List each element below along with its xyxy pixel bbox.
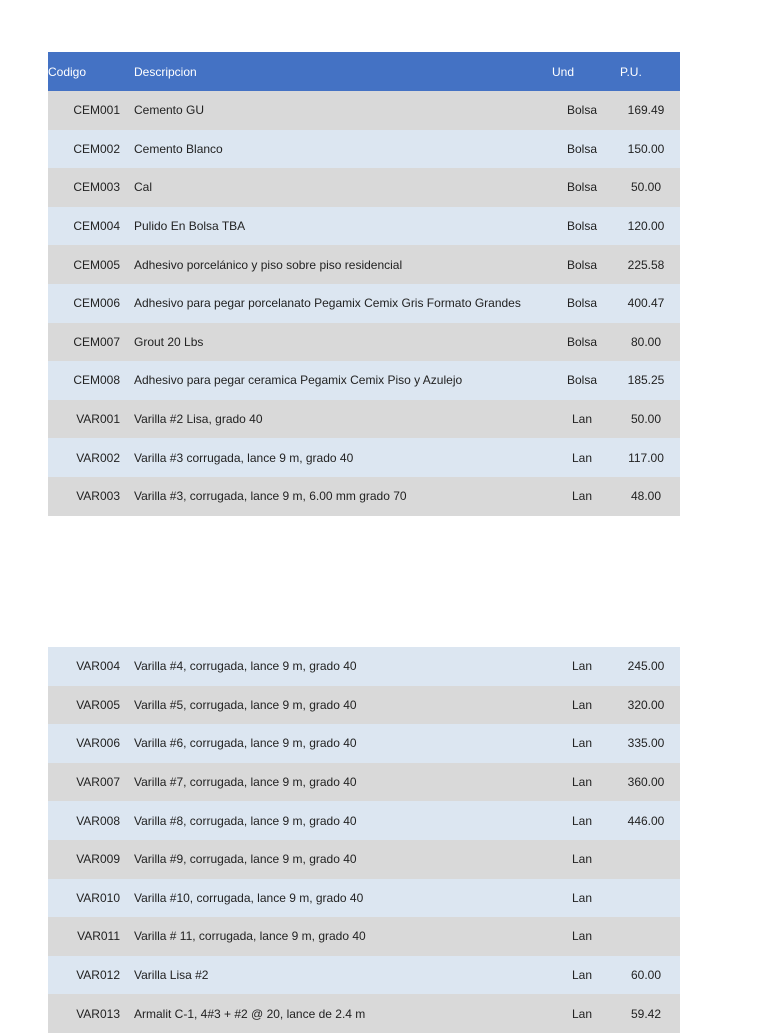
- unit-cell: Lan: [571, 968, 593, 983]
- code-cell: VAR006: [76, 736, 120, 751]
- unit-cell: Bolsa: [566, 296, 598, 311]
- description-cell: Varilla # 11, corrugada, lance 9 m, grado 40: [134, 929, 366, 944]
- code-cell: CEM001: [73, 103, 120, 118]
- price-cell: 150.00: [627, 141, 665, 156]
- table-row: [48, 956, 680, 995]
- price-cell: 360.00: [627, 775, 665, 790]
- code-cell: VAR010: [76, 890, 120, 905]
- description-cell: Varilla #4, corrugada, lance 9 m, grado 40: [134, 659, 357, 674]
- description-cell: Varilla #2 Lisa, grado 40: [134, 412, 263, 427]
- table-row: [48, 879, 680, 918]
- unit-cell: Bolsa: [566, 334, 598, 349]
- price-cell: 245.00: [627, 659, 665, 674]
- table-row: [48, 724, 680, 763]
- unit-cell: Lan: [571, 697, 593, 712]
- code-cell: VAR005: [76, 697, 120, 712]
- unit-cell: Lan: [571, 775, 593, 790]
- price-cell: 50.00: [630, 180, 662, 195]
- unit-cell: Bolsa: [566, 103, 598, 118]
- table-row: [48, 361, 680, 400]
- description-cell: Varilla #3, corrugada, lance 9 m, 6.00 mm grado 70: [134, 489, 407, 504]
- description-cell: Cemento Blanco: [134, 141, 223, 156]
- header-price: P.U.: [620, 64, 642, 79]
- code-cell: VAR003: [76, 489, 120, 504]
- price-cell: 80.00: [630, 334, 662, 349]
- code-cell: CEM003: [73, 180, 120, 195]
- table-row: [48, 207, 680, 246]
- code-cell: VAR012: [76, 968, 120, 983]
- price-cell: 169.49: [627, 103, 665, 118]
- description-cell: Adhesivo para pegar porcelanato Pegamix Cemix Gris Formato Grandes: [134, 296, 521, 311]
- table-row: [48, 477, 680, 516]
- description-cell: Varilla Lisa #2: [134, 968, 209, 983]
- price-cell: 400.47: [627, 296, 665, 311]
- unit-cell: Bolsa: [566, 257, 598, 272]
- code-cell: VAR002: [76, 450, 120, 465]
- table-row: [48, 91, 680, 130]
- table-body: [48, 91, 680, 516]
- price-cell: 225.58: [627, 257, 665, 272]
- table-row: [48, 994, 680, 1033]
- code-cell: VAR001: [76, 412, 120, 427]
- price-cell: 48.00: [630, 489, 662, 504]
- code-cell: CEM007: [73, 334, 120, 349]
- description-cell: Pulido En Bolsa TBA: [134, 219, 246, 234]
- unit-cell: Lan: [571, 890, 593, 905]
- unit-cell: Lan: [571, 736, 593, 751]
- table-row: [48, 130, 680, 169]
- code-cell: VAR013: [76, 1006, 120, 1021]
- code-cell: CEM006: [73, 296, 120, 311]
- code-cell: CEM002: [73, 141, 120, 156]
- description-cell: Adhesivo para pegar ceramica Pegamix Cemix Piso y Azulejo: [134, 373, 463, 388]
- description-cell: Varilla #3 corrugada, lance 9 m, grado 40: [134, 450, 354, 465]
- unit-cell: Lan: [571, 1006, 593, 1021]
- code-cell: CEM004: [73, 219, 120, 234]
- description-cell: Varilla #8, corrugada, lance 9 m, grado 40: [134, 813, 357, 828]
- price-cell: 335.00: [627, 736, 665, 751]
- unit-cell: Lan: [571, 489, 593, 504]
- description-cell: Cemento GU: [134, 103, 205, 118]
- price-cell: 185.25: [627, 373, 665, 388]
- table-row: [48, 438, 680, 477]
- unit-cell: Bolsa: [566, 180, 598, 195]
- description-cell: Armalit C-1, 4#3 + #2 @ 20, lance de 2.4 m: [134, 1006, 366, 1021]
- description-cell: Adhesivo porcelánico y piso sobre piso residencial: [134, 257, 403, 272]
- price-cell: 59.42: [630, 1006, 662, 1021]
- table-row: [48, 323, 680, 362]
- price-cell: 120.00: [627, 219, 665, 234]
- code-cell: CEM008: [73, 373, 120, 388]
- description-cell: Varilla #10, corrugada, lance 9 m, grado 40: [134, 890, 364, 905]
- price-cell: 60.00: [630, 968, 662, 983]
- description-cell: Varilla #7, corrugada, lance 9 m, grado 40: [134, 775, 357, 790]
- code-cell: VAR004: [76, 659, 120, 674]
- unit-cell: Bolsa: [566, 141, 598, 156]
- unit-cell: Bolsa: [566, 219, 598, 234]
- table-row: [48, 245, 680, 284]
- unit-cell: Lan: [571, 450, 593, 465]
- price-cell: 446.00: [627, 813, 665, 828]
- table-row: [48, 840, 680, 879]
- header-description: Descripcion: [134, 64, 197, 79]
- table-row: [48, 801, 680, 840]
- table-row: [48, 647, 680, 686]
- price-cell: 320.00: [627, 697, 665, 712]
- header-code: Codigo: [48, 64, 87, 79]
- table-row: [48, 168, 680, 207]
- code-cell: VAR011: [77, 929, 120, 944]
- code-cell: VAR009: [76, 852, 120, 867]
- unit-cell: Lan: [571, 813, 593, 828]
- price-cell: 50.00: [630, 412, 662, 427]
- table-body: [48, 647, 680, 1033]
- table-row: [48, 284, 680, 323]
- code-cell: CEM005: [73, 257, 120, 272]
- header-unit: Und: [552, 64, 575, 79]
- unit-cell: Bolsa: [566, 373, 598, 388]
- table-row: [48, 686, 680, 725]
- unit-cell: Lan: [571, 852, 593, 867]
- table-header-row: [48, 52, 680, 91]
- table-row: [48, 917, 680, 956]
- price-cell: 117.00: [628, 450, 664, 465]
- price-table-section-2: [48, 647, 680, 1033]
- unit-cell: Lan: [571, 412, 593, 427]
- table-row: [48, 400, 680, 439]
- unit-cell: Lan: [571, 659, 593, 674]
- description-cell: Grout 20 Lbs: [134, 334, 204, 349]
- table-row: [48, 763, 680, 802]
- description-cell: Varilla #5, corrugada, lance 9 m, grado 40: [134, 697, 357, 712]
- code-cell: VAR007: [76, 775, 120, 790]
- price-table-section-1: [48, 52, 680, 516]
- description-cell: Varilla #6, corrugada, lance 9 m, grado 40: [134, 736, 357, 751]
- description-cell: Varilla #9, corrugada, lance 9 m, grado 40: [134, 852, 357, 867]
- code-cell: VAR008: [76, 813, 120, 828]
- description-cell: Cal: [134, 180, 153, 195]
- unit-cell: Lan: [571, 929, 593, 944]
